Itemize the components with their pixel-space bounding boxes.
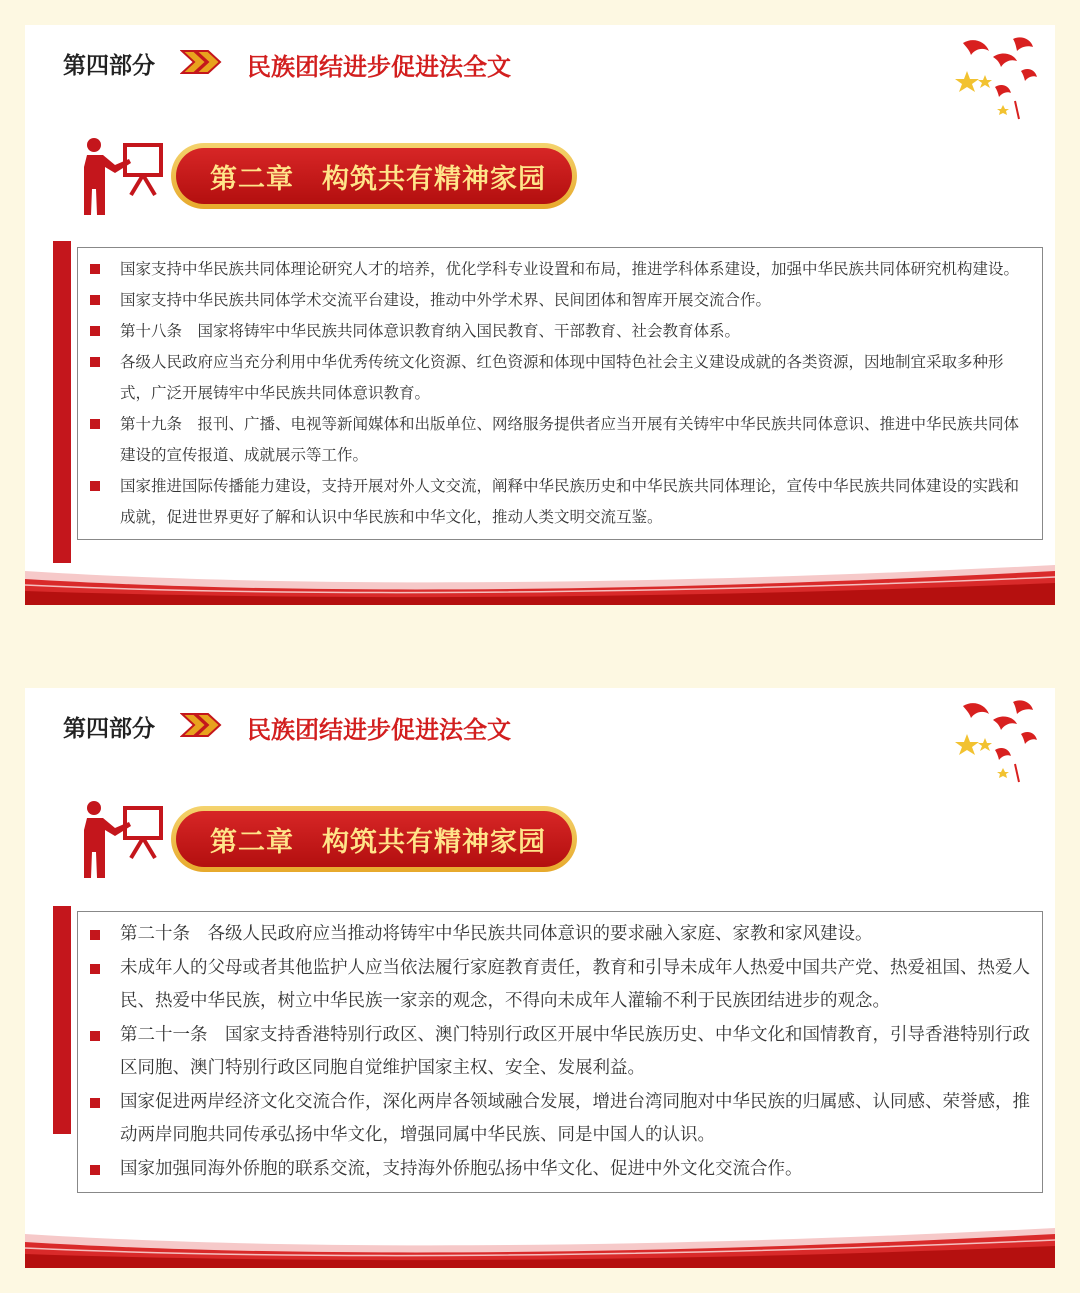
article-list — [77, 247, 1043, 540]
doves-decoration-icon — [955, 694, 1047, 790]
presenter-icon — [81, 800, 171, 878]
list-item-text: 国家推进国际传播能力建设，支持开展对外人文交流，阐释中华民族历史和中华民族共同体理论，宣传中华民族共同体建设的实践和成就，促进世界更好了解和认识中华民族和中华文化，推动人类文明交流互鉴。 — [120, 477, 1020, 526]
list-item-text: 国家支持中华民族共同体学术交流平台建设，推动中外学术界、民间团体和智库开展交流合作。 — [120, 291, 772, 309]
list-item-text: 第二十一条 国家支持香港特别行政区、澳门特别行政区开展中华民族历史、中华文化和国情教育，引导香港特别行政区同胞、澳门特别行政区同胞自觉维护国家主权、安全、发展利益。 — [120, 1024, 1030, 1078]
bullet-icon — [90, 481, 100, 491]
law-title: 民族团结进步促进法全文 — [247, 53, 511, 81]
list-item — [86, 254, 1030, 285]
law-title: 民族团结进步促进法全文 — [247, 716, 511, 744]
list-item-text: 国家促进两岸经济文化交流合作，深化两岸各领域融合发展，增进台湾同胞对中华民族的归属感、认同感、荣誉感，推动两岸同胞共同传承弘扬中华文化，增强同属中华民族、同是中国人的认识。 — [120, 1091, 1030, 1145]
list-item — [86, 1019, 1030, 1086]
list-item — [86, 285, 1030, 316]
list-item — [86, 471, 1030, 533]
list-item — [86, 316, 1030, 347]
list-item — [86, 347, 1030, 409]
double-chevron-right-icon — [180, 49, 224, 75]
list-item — [86, 952, 1030, 1019]
red-wave-decoration — [25, 557, 1055, 605]
accent-bar — [53, 906, 71, 1134]
doves-decoration-icon — [955, 31, 1047, 127]
chapter-banner — [171, 143, 577, 209]
part-label: 第四部分 — [63, 716, 155, 742]
list-item-text: 各级人民政府应当充分利用中华优秀传统文化资源、红色资源和体现中国特色社会主义建设成就的各类资源，因地制宜采取多种形式，广泛开展铸牢中华民族共同体意识教育。 — [120, 353, 1004, 402]
bullet-icon — [90, 419, 100, 429]
slide-2 — [25, 688, 1055, 1268]
list-item — [86, 1086, 1030, 1153]
bullet-icon — [90, 326, 100, 336]
bullet-icon — [90, 930, 100, 940]
presenter-icon — [81, 137, 171, 215]
list-item-text: 国家加强同海外侨胞的联系交流，支持海外侨胞弘扬中华文化、促进中外文化交流合作。 — [120, 1158, 803, 1179]
list-item-text: 未成年人的父母或者其他监护人应当依法履行家庭教育责任，教育和引导未成年人热爱中国共产党、热爱祖国、热爱人民、热爱中华民族，树立中华民族一家亲的观念，不得向未成年人灌输不利于民族团结进步的观念。 — [120, 957, 1030, 1011]
bullet-icon — [90, 1165, 100, 1175]
list-item — [86, 918, 1030, 952]
bullet-icon — [90, 357, 100, 367]
list-item-text: 国家支持中华民族共同体理论研究人才的培养，优化学科专业设置和布局，推进学科体系建设，加强中华民族共同体研究机构建设。 — [120, 260, 1020, 278]
part-label: 第四部分 — [63, 53, 155, 79]
chapter-title: 第二章 构筑共有精神家园 — [210, 163, 546, 195]
list-item-text: 第二十条 各级人民政府应当推动将铸牢中华民族共同体意识的要求融入家庭、家教和家风建设。 — [120, 924, 873, 944]
bullet-icon — [90, 964, 100, 974]
list-item-text: 第十八条 国家将铸牢中华民族共同体意识教育纳入国民教育、干部教育、社会教育体系。 — [120, 322, 741, 340]
chapter-title: 第二章 构筑共有精神家园 — [210, 826, 546, 858]
bullet-icon — [90, 1031, 100, 1041]
red-wave-decoration — [25, 1220, 1055, 1268]
bullet-icon — [90, 264, 100, 274]
article-list — [77, 911, 1043, 1193]
list-item — [86, 409, 1030, 471]
list-item — [86, 1153, 1030, 1187]
accent-bar — [53, 241, 71, 563]
bullet-icon — [90, 1098, 100, 1108]
slide-1 — [25, 25, 1055, 605]
double-chevron-right-icon — [180, 712, 224, 738]
bullet-icon — [90, 295, 100, 305]
chapter-banner — [171, 806, 577, 872]
list-item-text: 第十九条 报刊、广播、电视等新闻媒体和出版单位、网络服务提供者应当开展有关铸牢中华民族共同体意识、推进中华民族共同体建设的宣传报道、成就展示等工作。 — [120, 415, 1020, 464]
